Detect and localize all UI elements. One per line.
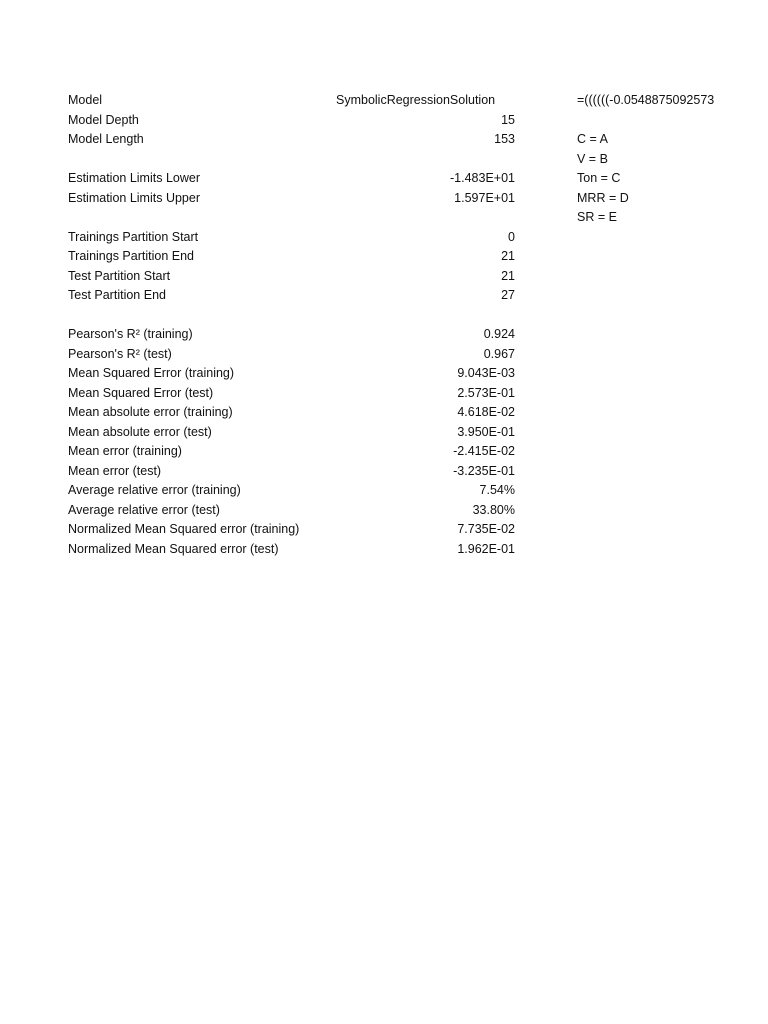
- blank-row: [68, 306, 528, 326]
- model-length-value: 153: [494, 132, 515, 146]
- metric-row: [68, 345, 528, 365]
- metric-row: [68, 403, 528, 423]
- test-partition-end-value: 27: [501, 288, 515, 302]
- model-depth-label: Model Depth: [68, 112, 139, 127]
- metric-value: 33.80%: [472, 502, 515, 517]
- formula-column: [577, 91, 768, 228]
- blank-row: [68, 150, 528, 170]
- metric-label: Mean error (test): [68, 463, 162, 478]
- variable-mapping: Ton = C: [577, 171, 621, 185]
- estimation-limits-lower-label: Estimation Limits Lower: [68, 171, 200, 185]
- metric-value: 9.043E-03: [457, 366, 515, 380]
- model-length-label: Model Length: [68, 132, 144, 146]
- metric-label: Normalized Mean Squared error (test): [68, 541, 279, 556]
- metric-row: [68, 520, 528, 540]
- row-estimation-limits-lower: [68, 169, 528, 189]
- model-summary-grid: [68, 91, 528, 559]
- row-trainings-partition-start: [68, 228, 528, 248]
- metric-value: -2.415E-02: [453, 444, 515, 458]
- row-test-partition-end: [68, 286, 528, 306]
- estimation-limits-upper-value: 1.597E+01: [454, 190, 515, 205]
- metric-label: Average relative error (training): [68, 483, 241, 497]
- variable-mapping: MRR = D: [577, 190, 629, 205]
- metric-value: 0.967: [483, 346, 515, 361]
- metric-label: Mean error (training): [68, 444, 182, 458]
- metric-label: Mean absolute error (test): [68, 424, 212, 439]
- metric-label: Average relative error (test): [68, 502, 220, 517]
- estimation-limits-lower-value: -1.483E+01: [450, 171, 515, 185]
- test-partition-start-label: Test Partition Start: [68, 268, 171, 283]
- metric-row: [68, 423, 528, 443]
- metric-row: [68, 540, 528, 560]
- metric-label: Pearson's R² (training): [68, 327, 193, 341]
- row-model: [68, 91, 528, 111]
- trainings-partition-end-value: 21: [501, 249, 515, 263]
- model-depth-value: 15: [501, 112, 515, 127]
- metric-value: 3.950E-01: [457, 424, 515, 439]
- variable-mapping: SR = E: [577, 210, 617, 224]
- trainings-partition-end-label: Trainings Partition End: [68, 249, 194, 263]
- metric-value: 0.924: [483, 327, 515, 341]
- metric-row: [68, 442, 528, 462]
- estimation-limits-upper-label: Estimation Limits Upper: [68, 190, 200, 205]
- variable-mapping: C = A: [577, 132, 608, 146]
- metric-value: 7.54%: [479, 483, 515, 497]
- test-partition-start-value: 21: [501, 268, 515, 283]
- row-test-partition-start: [68, 267, 528, 287]
- row-model-depth: [68, 111, 528, 131]
- model-value: SymbolicRegressionSolution: [336, 93, 496, 107]
- metric-label: Mean absolute error (training): [68, 405, 233, 419]
- metric-value: -3.235E-01: [453, 463, 515, 478]
- row-estimation-limits-upper: [68, 189, 528, 209]
- metric-row: [68, 481, 528, 501]
- metric-row: [68, 462, 528, 482]
- metric-value: 7.735E-02: [457, 522, 515, 536]
- metric-row: [68, 384, 528, 404]
- metric-value: 2.573E-01: [457, 385, 515, 400]
- metric-label: Pearson's R² (test): [68, 346, 172, 361]
- blank-cell: [577, 111, 768, 131]
- row-trainings-partition-end: [68, 247, 528, 267]
- variable-mapping: V = B: [577, 151, 608, 166]
- metric-row: [68, 501, 528, 521]
- formula-expression: =((((((-0.0548875092573: [577, 93, 715, 107]
- metric-label: Normalized Mean Squared error (training): [68, 522, 300, 536]
- metric-row: [68, 325, 528, 345]
- blank-row: [68, 208, 528, 228]
- metric-value: 4.618E-02: [457, 405, 515, 419]
- trainings-partition-start-value: 0: [508, 229, 515, 244]
- metric-row: [68, 364, 528, 384]
- metric-label: Mean Squared Error (training): [68, 366, 235, 380]
- trainings-partition-start-label: Trainings Partition Start: [68, 229, 199, 244]
- model-label: Model: [68, 93, 103, 107]
- test-partition-end-label: Test Partition End: [68, 288, 166, 302]
- metric-label: Mean Squared Error (test): [68, 385, 214, 400]
- metric-value: 1.962E-01: [457, 541, 515, 556]
- row-model-length: [68, 130, 528, 150]
